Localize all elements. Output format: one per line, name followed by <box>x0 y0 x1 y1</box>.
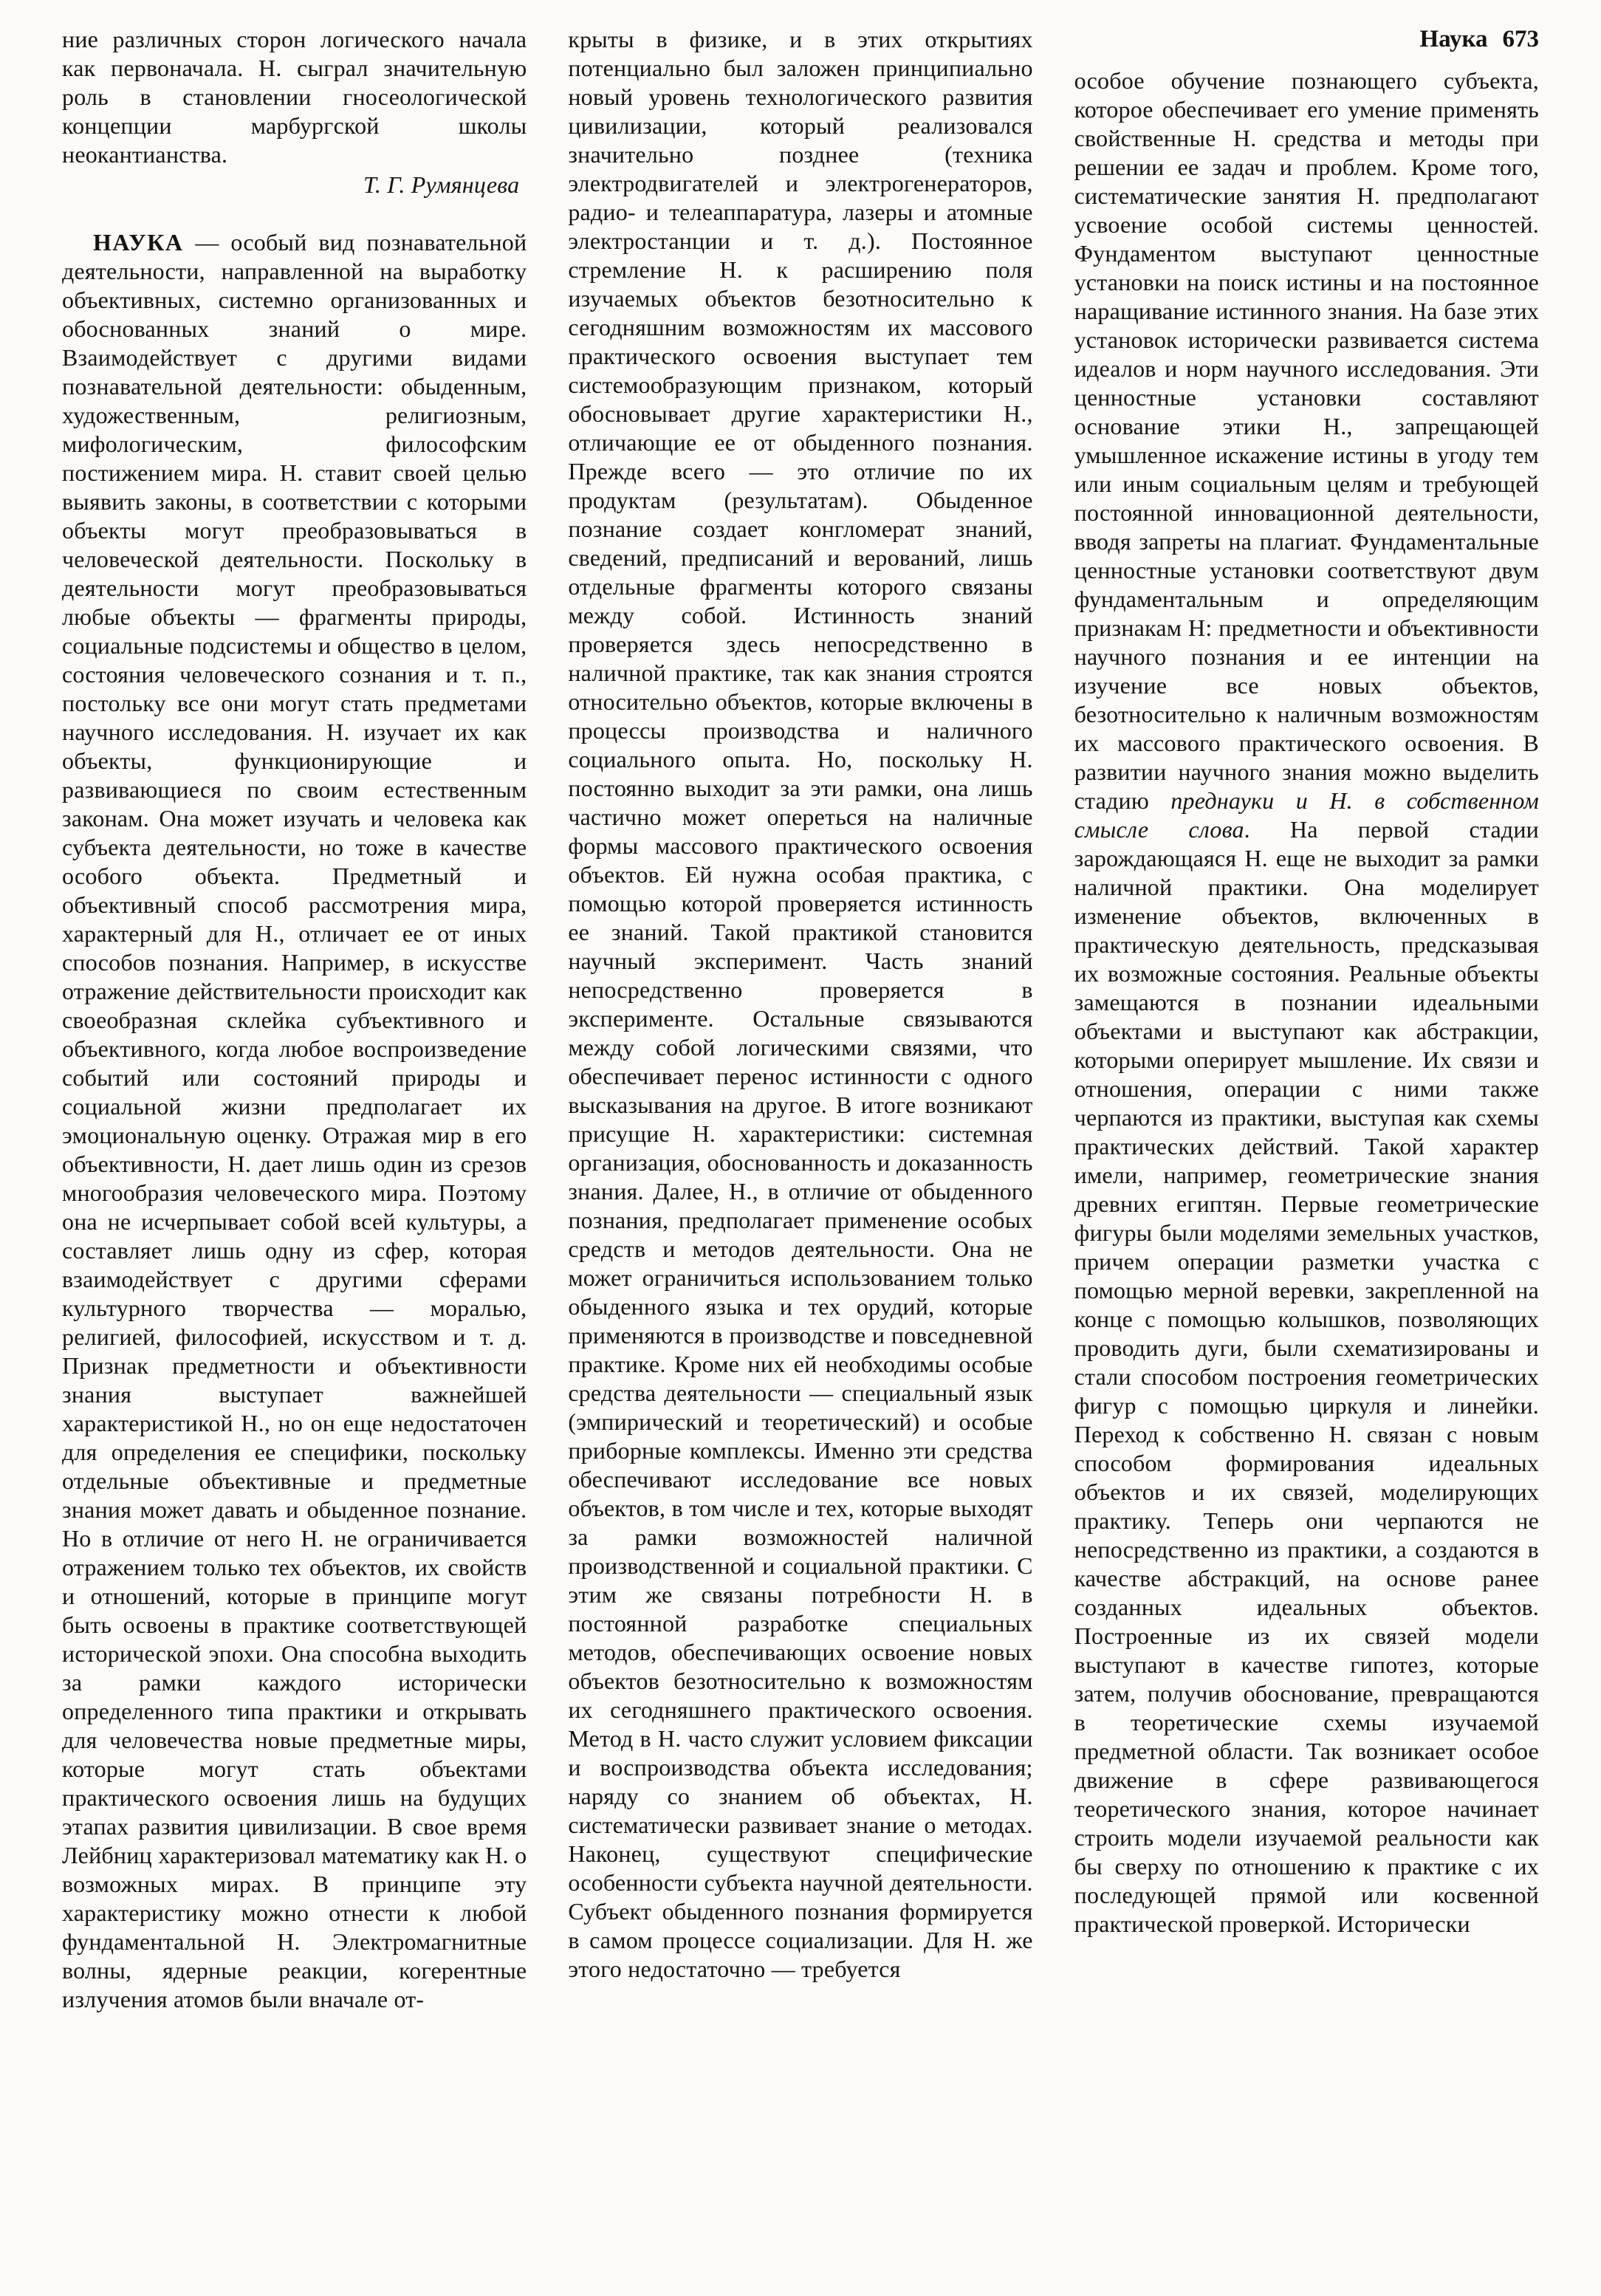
column-3 <box>1074 25 1539 2284</box>
previous-entry-continuation: ние различных сторон логического начала как первоначала. Н. сыграл значительную роль в становлении гносеологической концепции марбургской школы неокантианства. <box>62 26 527 168</box>
running-head-title: Наука <box>1419 26 1488 52</box>
col3-text-after-italic: . На первой стадии зарождающаяся Н. еще не выходит за рамки наличной практики. Она моделирует изменение объектов, включенных в практическую деятельность, предсказывая их возможные состояния. Реальные объекты замещаются в познании идеальными объектами и выступают как абстракции, которыми оперирует мышление. Их связи и отношения, операции с ними также черпаются из практики, выступая как схемы практических действий. Такой характер имели, например, геометрические знания древних египтян. Первые геометрические фигуры были моделями земельных участков, причем операции разметки участка с помощью мерной веревки, закрепленной на конце с помощью колышков, позволяющих проводить дуги, были схематизированы и стали способом построения геометрических фигур с помощью циркуля и линейки. Переход к собственно Н. связан с новым способом формирования идеальных объектов и их связей, моделирующих практику. Теперь они черпаются не непосредственно из практики, а создаются в качестве абстракций, на основе ранее созданных идеальных объектов. Построенные из их связей модели выступают в качестве гипотез, которые затем, получив обоснование, превращаются в теоретические схемы изучаемой предметной области. Так возникает особое движение в сфере развивающегося теоретического знания, которое начинает строить модели изучаемой реальности как бы сверху по отношению к практике с их последующей прямой или косвенной практической проверкой. Исторически <box>1074 816 1539 1937</box>
entry-body-text: — особый вид познавательной деятельности, направленной на выработку объективных, системно организованных и обоснованных знаний о мире. Взаимодействует с другими видами познавательной деятельности: обыденным, художественным, религиозным, мифологическим, философским постижением мира. Н. ставит своей целью выявить законы, в соответствии с которыми объекты могут преобразовываться в человеческой деятельности. Поскольку в деятельности могут преобразовываться любые объекты — фрагменты природы, социальные подсистемы и общество в целом, состояния человеческого сознания и т. п., постольку все они могут стать предметами научного исследования. Н. изучает их как объекты, функционирующие и развивающиеся по своим естественным законам. Она может изучать и человека как субъекта деятельности, но тоже в качестве особого объекта. Предметный и объективный способ рассмотрения мира, характерный для Н., отличает ее от иных способов познания. Например, в искусстве отражение действительности происходит как своеобразная склейка субъективного и объективного, когда любое воспроизведение событий или состояний природы и социальной жизни предполагает их эмоциональную оценку. Отражая мир в его объективности, Н. дает лишь один из срезов многообразия человеческого мира. Поэтому она не исчерпывает собой всей культуры, а составляет лишь одну из сфер, которая взаимодействует с другими сферами культурного творчества — моралью, религией, философией, искусством и т. д. Признак предметности и объективности знания выступает важнейшей характеристикой Н., но он еще недостаточен для определения ее специфики, поскольку отдельные объективные и предметные знания может давать и обыденное познание. Но в отличие от него Н. не ограничивается отражением только тех объектов, их свойств и отношений, которые в принципе могут быть освоены в практике соответствующей исторической эпохи. Она способна выходить за рамки каждого исторически определенного типа практики и открывать для человечества новые предметные миры, которые могут стать объектами практического освоения лишь на будущих этапах развития цивилизации. В свое время Лейбниц характеризовал математику как Н. о возможных мирах. В принципе эту характеристику можно отнести к любой фундаментальной Н. Электромагнитные волны, ядерные реакции, когерентные излучения атомов были вначале от- <box>62 229 527 2012</box>
entry-nauka <box>62 228 527 2014</box>
column-2 <box>568 25 1032 2284</box>
page-number: 673 <box>1502 26 1539 52</box>
col3-text-before-italic: особое обучение познающего субъекта, которое обеспечивает его умение применять свойственные Н. средства и методы при решении ее задач и проблем. Кроме того, систематические занятия Н. предполагают усвоение особой системы ценностей. Фундаментом выступают ценностные установки на поиск истины и на постоянное наращивание истинного знания. На базе этих установок исторически развивается система идеалов и норм научного исследования. Эти ценностные установки составляют основание этики Н., запрещающей умышленное искажение истины в угоду тем или иным социальным целям и требующей постоянной инновационной деятельности, вводя запреты на плагиат. Фундаментальные ценностные установки соответствуют двум фундаментальным и определяющим признакам Н: предметности и объективности научного познания и ее интенции на изучение все новых объектов, безотносительно к наличным возможностям их массового практического освоения. В развитии научного знания можно выделить стадию <box>1074 67 1539 814</box>
col3-italic-phrase: преднауки и Н. в собственном смысле слова <box>1074 787 1539 843</box>
entry-headword: НАУКА <box>93 229 184 256</box>
column-1 <box>62 25 527 2284</box>
text-columns <box>62 25 1539 2284</box>
entry-body-continuation-col3 <box>1074 66 1539 1939</box>
entry-body-continuation-col2: крыты в физике, и в этих открытиях потенциально был заложен принципиально новый уровень технологического развития цивилизации, который реализовался значительно позднее (техника электродвигателей и электрогенераторов, радио- и телеаппаратура, лазеры и атомные электростанции и т. д.). Постоянное стремление Н. к расширению поля изучаемых объектов безотносительно к сегодняшним возможностям их массового практического освоения выступает тем системообразующим признаком, который обосновывает другие характеристики Н., отличающие ее от обыденного познания. Прежде всего — это отличие по их продуктам (результатам). Обыденное познание создает конгломерат знаний, сведений, предписаний и верований, лишь отдельные фрагменты которого связаны между собой. Истинность знаний проверяется здесь непосредственно в наличной практике, так как знания строятся относительно объектов, которые включены в процессы производства и наличного социального опыта. Но, поскольку Н. постоянно выходит за эти рамки, она лишь частично может опереться на наличные формы массового практического освоения объектов. Ей нужна особая практика, с помощью которой проверяется истинность ее знаний. Такой практикой становится научный эксперимент. Часть знаний непосредственно проверяется в эксперименте. Остальные связываются между собой логическими связями, что обеспечивает перенос истинности с одного высказывания на другое. В итоге возникают присущие Н. характеристики: системная организация, обоснованность и доказанность знания. Далее, Н., в отличие от обыденного познания, предполагает применение особых средств и методов деятельности. Она не может ограничиться использованием только обыденного языка и тех орудий, которые применяются в производстве и повседневной практике. Кроме них ей необходимы особые средства деятельности — специальный язык (эмпирический и теоретический) и особые приборные комплексы. Именно эти средства обеспечивают исследование все новых объектов, в том числе и тех, которые выходят за рамки возможностей наличной производственной и социальной практики. С этим же связаны потребности Н. в постоянной разработке специальных методов, обеспечивающих освоение новых объектов безотносительно к возможностям их сегодняшнего практического освоения. Метод в Н. часто служит условием фиксации и воспроизводства объекта исследования; наряду со знанием об объектах, Н. систематически развивает знание о методах. Наконец, существуют специфические особенности субъекта научной деятельности. Субъект обыденного познания формируется в самом процессе социализации. Для Н. же этого недостаточно — требуется <box>568 26 1033 1982</box>
running-head <box>1419 25 1539 54</box>
author-signature: Т. Г. Румянцева <box>363 171 520 198</box>
